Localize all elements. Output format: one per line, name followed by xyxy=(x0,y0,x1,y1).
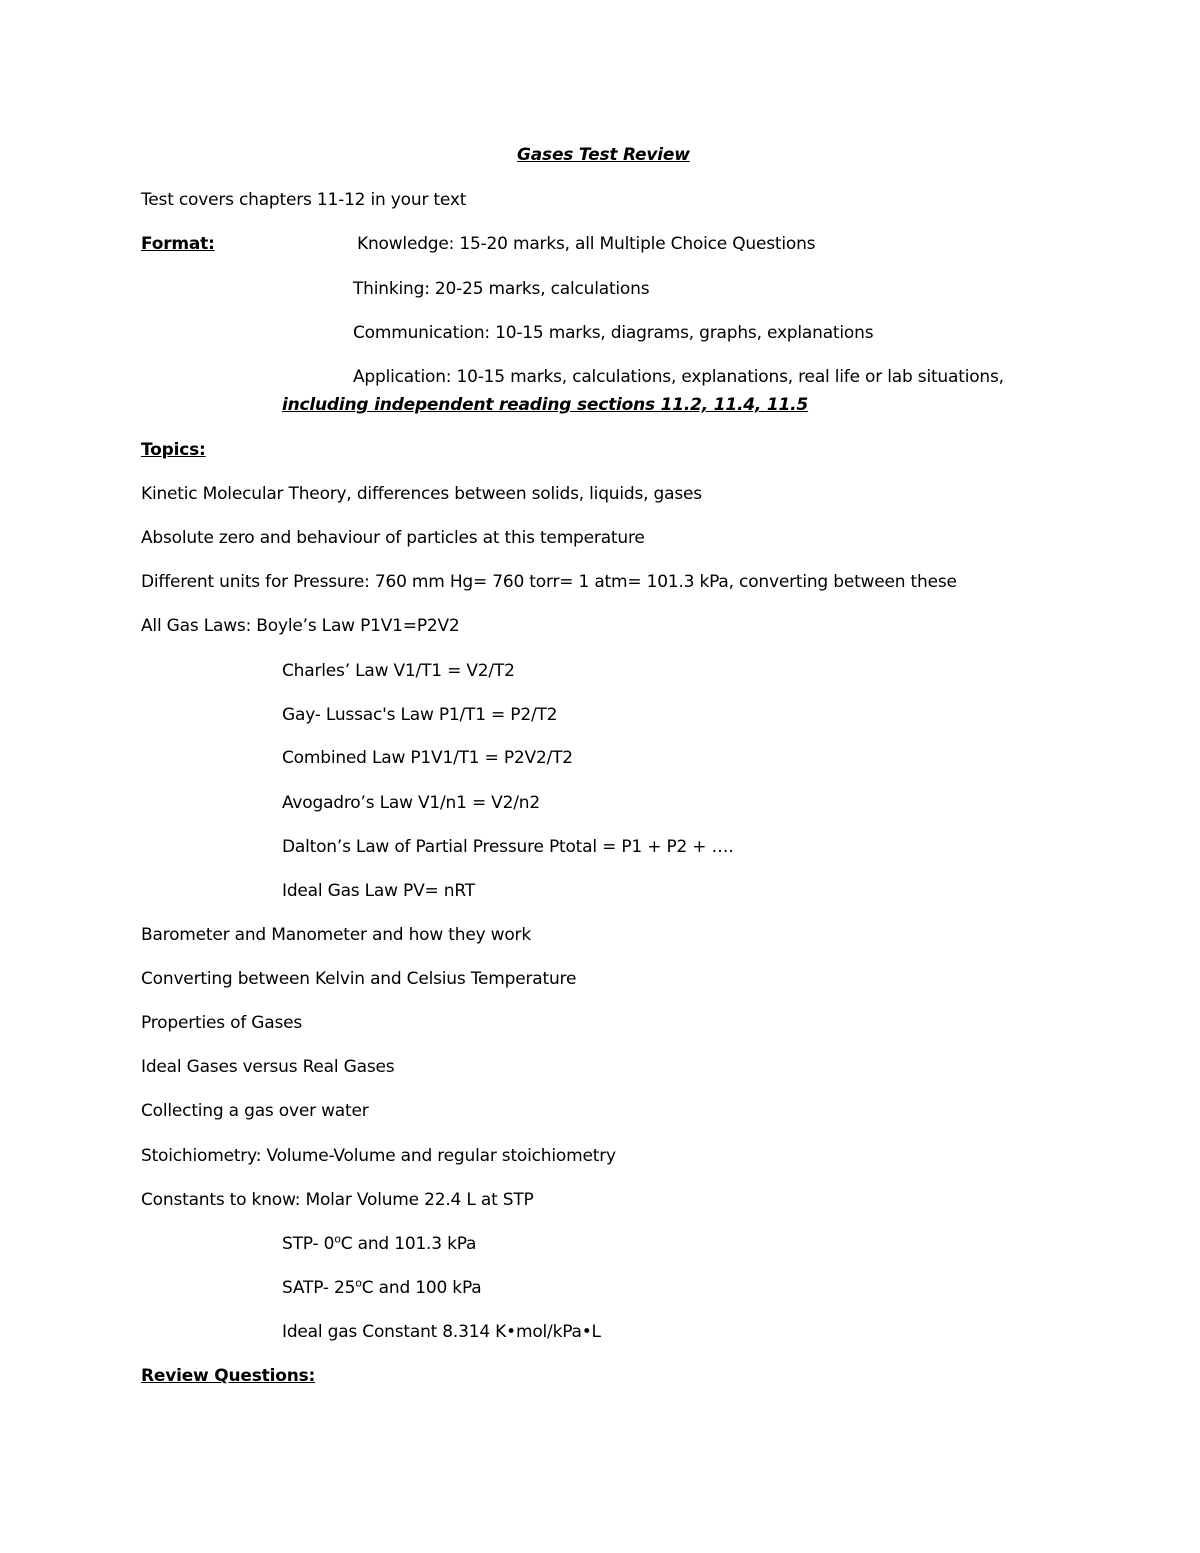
stp-suffix: C and 101.3 kPa xyxy=(340,1234,477,1254)
stp-prefix: STP- 0 xyxy=(282,1234,335,1254)
review-heading: Review Questions: xyxy=(141,1366,316,1386)
constant-satp xyxy=(282,1277,481,1299)
constant-stp xyxy=(282,1233,476,1255)
topic-item: Different units for Pressure: 760 mm Hg= 760 torr= 1 atm= 101.3 kPa, converting between these xyxy=(141,572,957,592)
format-item-application: Application: 10-15 marks, calculations, explanations, real life or lab situations, xyxy=(353,367,1004,387)
format-item-communication: Communication: 10-15 marks, diagrams, graphs, explanations xyxy=(353,323,874,343)
topic-item: All Gas Laws: Boyle’s Law P1V1=P2V2 xyxy=(141,616,460,636)
topic-item: Kinetic Molecular Theory, differences between solids, liquids, gases xyxy=(141,484,702,504)
topic-item: Constants to know: Molar Volume 22.4 L at STP xyxy=(141,1190,534,1210)
gas-law-item: Combined Law P1V1/T1 = P2V2/T2 xyxy=(282,748,573,768)
format-item-knowledge: Knowledge: 15-20 marks, all Multiple Choice Questions xyxy=(357,234,816,254)
format-heading: Format: xyxy=(141,234,215,254)
satp-suffix: C and 100 kPa xyxy=(361,1278,482,1298)
format-item-thinking: Thinking: 20-25 marks, calculations xyxy=(353,279,650,299)
constant-ideal-gas: Ideal gas Constant 8.314 K•mol/kPa•L xyxy=(282,1322,601,1342)
topic-item: Barometer and Manometer and how they work xyxy=(141,925,531,945)
gas-law-item: Gay- Lussac's Law P1/T1 = P2/T2 xyxy=(282,705,558,725)
topic-item: Stoichiometry: Volume-Volume and regular stoichiometry xyxy=(141,1146,616,1166)
topic-item: Properties of Gases xyxy=(141,1013,303,1033)
topic-item: Absolute zero and behaviour of particles at this temperature xyxy=(141,528,645,548)
stp-degree: o xyxy=(334,1232,341,1246)
gas-law-item: Avogadro’s Law V1/n1 = V2/n2 xyxy=(282,793,540,813)
topics-heading: Topics: xyxy=(141,440,206,460)
page-title: Gases Test Review xyxy=(517,145,690,165)
gas-law-item: Ideal Gas Law PV= nRT xyxy=(282,881,475,901)
satp-prefix: SATP- 25 xyxy=(282,1278,356,1298)
gas-law-item: Charles’ Law V1/T1 = V2/T2 xyxy=(282,661,515,681)
format-emphasis: including independent reading sections 11.2, 11.4, 11.5 xyxy=(282,395,809,415)
topic-item: Ideal Gases versus Real Gases xyxy=(141,1057,395,1077)
topic-item: Converting between Kelvin and Celsius Temperature xyxy=(141,969,577,989)
topic-item: Collecting a gas over water xyxy=(141,1101,369,1121)
satp-degree: o xyxy=(355,1276,362,1290)
intro-text: Test covers chapters 11-12 in your text xyxy=(141,190,467,210)
gas-law-item: Dalton’s Law of Partial Pressure Ptotal = P1 + P2 + …. xyxy=(282,837,734,857)
